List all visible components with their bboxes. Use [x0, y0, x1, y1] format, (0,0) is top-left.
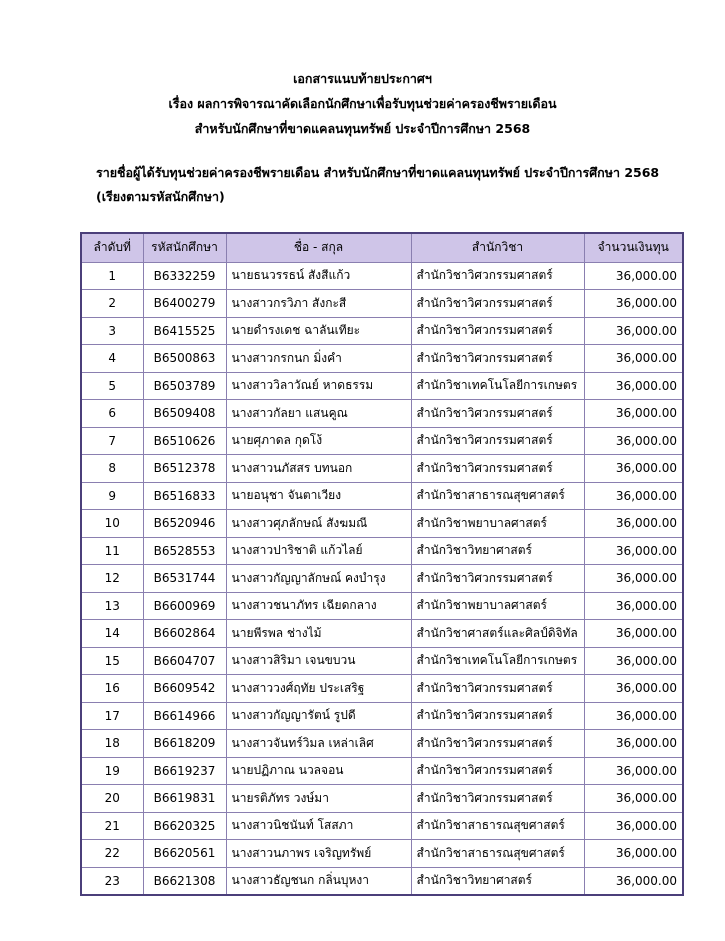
cell-no: 19: [81, 757, 143, 785]
cell-school: สำนักวิชาวิศวกรรมศาสตร์: [411, 702, 584, 730]
cell-name: นายศุภาดล กุดโง้: [226, 427, 411, 455]
cell-no: 5: [81, 372, 143, 400]
cell-no: 18: [81, 730, 143, 758]
cell-school: สำนักวิชาวิศวกรรมศาสตร์: [411, 427, 584, 455]
cell-school: สำนักวิชาวิศวกรรมศาสตร์: [411, 785, 584, 813]
cell-name: นายพีรพล ช่างไม้: [226, 620, 411, 648]
cell-school: สำนักวิชาวิศวกรรมศาสตร์: [411, 675, 584, 703]
table-row: [81, 812, 683, 840]
header-line-1: เอกสารแนบท้ายประกาศฯ: [293, 71, 432, 86]
cell-student-id: B6528553: [143, 537, 226, 565]
table-row: [81, 537, 683, 565]
cell-student-id: B6609542: [143, 675, 226, 703]
cell-amount: 36,000.00: [584, 730, 683, 758]
recipient-table: [80, 232, 684, 896]
cell-name: นางสาวนภัสสร บทนอก: [226, 455, 411, 483]
cell-school: สำนักวิชาสาธารณสุขศาสตร์: [411, 840, 584, 868]
cell-school: สำนักวิชาวิศวกรรมศาสตร์: [411, 730, 584, 758]
cell-name: นางสาวสิริมา เจนขบวน: [226, 647, 411, 675]
table-row: [81, 647, 683, 675]
cell-no: 21: [81, 812, 143, 840]
cell-student-id: B6619237: [143, 757, 226, 785]
table-row: [81, 757, 683, 785]
cell-student-id: B6604707: [143, 647, 226, 675]
cell-name: นางสาวนภาพร เจริญทรัพย์: [226, 840, 411, 868]
cell-school: สำนักวิชาศาสตร์และศิลป์ดิจิทัล: [411, 620, 584, 648]
cell-student-id: B6619831: [143, 785, 226, 813]
cell-student-id: B6516833: [143, 482, 226, 510]
cell-no: 9: [81, 482, 143, 510]
cell-no: 1: [81, 262, 143, 290]
table-row: [81, 785, 683, 813]
cell-name: นางสาวกัญญารัตน์ รูปดี: [226, 702, 411, 730]
cell-amount: 36,000.00: [584, 867, 683, 895]
cell-student-id: B6500863: [143, 345, 226, 373]
cell-name: นายปฏิภาณ นวลจอน: [226, 757, 411, 785]
table-row: [81, 317, 683, 345]
cell-amount: 36,000.00: [584, 565, 683, 593]
table-row: [81, 702, 683, 730]
cell-name: นางสาวกรวิภา สังกะสี: [226, 290, 411, 318]
header-line-2: เรื่อง ผลการพิจารณาคัดเลือกนักศึกษาเพื่อรับทุนช่วยค่าครองชีพรายเดือน: [168, 96, 557, 111]
cell-school: สำนักวิชาวิศวกรรมศาสตร์: [411, 290, 584, 318]
cell-amount: 36,000.00: [584, 757, 683, 785]
cell-name: นางสาวกรกนก มิ่งคำ: [226, 345, 411, 373]
cell-student-id: B6620561: [143, 840, 226, 868]
cell-student-id: B6510626: [143, 427, 226, 455]
cell-student-id: B6512378: [143, 455, 226, 483]
table-row: [81, 510, 683, 538]
cell-no: 6: [81, 400, 143, 428]
table-row: [81, 730, 683, 758]
table-row: [81, 565, 683, 593]
cell-student-id: B6620325: [143, 812, 226, 840]
subheading-line-1: รายชื่อผู้ได้รับทุนช่วยค่าครองชีพรายเดือน สำหรับนักศึกษาที่ขาดแคลนทุนทรัพย์ ประจำปีการศึกษา 2568: [96, 165, 660, 180]
cell-name: นางสาวศุภลักษณ์ สังฆมณี: [226, 510, 411, 538]
table-row: [81, 427, 683, 455]
cell-student-id: B6600969: [143, 592, 226, 620]
cell-no: 22: [81, 840, 143, 868]
cell-school: สำนักวิชาวิศวกรรมศาสตร์: [411, 317, 584, 345]
cell-no: 7: [81, 427, 143, 455]
cell-amount: 36,000.00: [584, 345, 683, 373]
list-subheading: [96, 161, 696, 209]
cell-school: สำนักวิชาเทคโนโลยีการเกษตร: [411, 647, 584, 675]
cell-no: 17: [81, 702, 143, 730]
table-row: [81, 372, 683, 400]
cell-name: นางสาวกัลยา แสนคูณ: [226, 400, 411, 428]
cell-no: 15: [81, 647, 143, 675]
cell-name: นายอนุชา จันตาเวียง: [226, 482, 411, 510]
cell-school: สำนักวิชาวิทยาศาสตร์: [411, 867, 584, 895]
cell-amount: 36,000.00: [584, 510, 683, 538]
cell-amount: 36,000.00: [584, 812, 683, 840]
table-row: [81, 345, 683, 373]
cell-school: สำนักวิชาวิศวกรรมศาสตร์: [411, 455, 584, 483]
cell-school: สำนักวิชาสาธารณสุขศาสตร์: [411, 812, 584, 840]
cell-name: นางสาวปาริชาติ แก้วไลย์: [226, 537, 411, 565]
cell-no: 23: [81, 867, 143, 895]
table-row: [81, 592, 683, 620]
cell-student-id: B6531744: [143, 565, 226, 593]
cell-name: นางสาวนิชนันท์ โสสภา: [226, 812, 411, 840]
table-row: [81, 400, 683, 428]
cell-name: นางสาวจันทร์วิมล เหล่าเลิศ: [226, 730, 411, 758]
cell-student-id: B6614966: [143, 702, 226, 730]
column-header-student-id: รหัสนักศึกษา: [143, 233, 226, 262]
cell-school: สำนักวิชาสาธารณสุขศาสตร์: [411, 482, 584, 510]
cell-school: สำนักวิชาวิทยาศาสตร์: [411, 537, 584, 565]
cell-no: 12: [81, 565, 143, 593]
cell-no: 2: [81, 290, 143, 318]
cell-no: 3: [81, 317, 143, 345]
cell-amount: 36,000.00: [584, 647, 683, 675]
cell-name: นายดำรงเดช ฉาลันเทียะ: [226, 317, 411, 345]
cell-name: นางสาวธัญชนก กลิ่นบุหงา: [226, 867, 411, 895]
subheading-line-2: (เรียงตามรหัสนักศึกษา): [96, 189, 225, 204]
cell-no: 10: [81, 510, 143, 538]
table-row: [81, 620, 683, 648]
cell-amount: 36,000.00: [584, 290, 683, 318]
cell-amount: 36,000.00: [584, 592, 683, 620]
cell-name: นายรติภัทร วงษ์มา: [226, 785, 411, 813]
column-header-name: ชื่อ - สกุล: [226, 233, 411, 262]
cell-name: นางสาวกัญญาลักษณ์ คงบำรุง: [226, 565, 411, 593]
cell-school: สำนักวิชาวิศวกรรมศาสตร์: [411, 345, 584, 373]
cell-student-id: B6520946: [143, 510, 226, 538]
cell-amount: 36,000.00: [584, 372, 683, 400]
table-row: [81, 455, 683, 483]
cell-school: สำนักวิชาวิศวกรรมศาสตร์: [411, 757, 584, 785]
document-header: [0, 66, 725, 141]
cell-amount: 36,000.00: [584, 537, 683, 565]
cell-no: 8: [81, 455, 143, 483]
cell-student-id: B6415525: [143, 317, 226, 345]
cell-amount: 36,000.00: [584, 840, 683, 868]
cell-amount: 36,000.00: [584, 262, 683, 290]
cell-name: นางสาวชนาภัทร เฉียดกลาง: [226, 592, 411, 620]
cell-amount: 36,000.00: [584, 317, 683, 345]
cell-student-id: B6332259: [143, 262, 226, 290]
cell-no: 11: [81, 537, 143, 565]
cell-amount: 36,000.00: [584, 785, 683, 813]
column-header-no: ลำดับที่: [81, 233, 143, 262]
cell-school: สำนักวิชาพยาบาลศาสตร์: [411, 510, 584, 538]
cell-amount: 36,000.00: [584, 427, 683, 455]
cell-amount: 36,000.00: [584, 455, 683, 483]
table-header-row: [81, 233, 683, 262]
cell-no: 4: [81, 345, 143, 373]
cell-no: 16: [81, 675, 143, 703]
cell-school: สำนักวิชาวิศวกรรมศาสตร์: [411, 565, 584, 593]
cell-no: 14: [81, 620, 143, 648]
cell-name: นายธนวรรธน์ สังสีแก้ว: [226, 262, 411, 290]
table-row: [81, 675, 683, 703]
cell-school: สำนักวิชาเทคโนโลยีการเกษตร: [411, 372, 584, 400]
cell-student-id: B6602864: [143, 620, 226, 648]
table-body: [81, 262, 683, 895]
cell-no: 20: [81, 785, 143, 813]
cell-no: 13: [81, 592, 143, 620]
cell-student-id: B6618209: [143, 730, 226, 758]
column-header-school: สำนักวิชา: [411, 233, 584, 262]
cell-student-id: B6509408: [143, 400, 226, 428]
cell-school: สำนักวิชาวิศวกรรมศาสตร์: [411, 262, 584, 290]
table-row: [81, 867, 683, 895]
cell-student-id: B6621308: [143, 867, 226, 895]
table-row: [81, 290, 683, 318]
cell-amount: 36,000.00: [584, 482, 683, 510]
cell-amount: 36,000.00: [584, 400, 683, 428]
cell-school: สำนักวิชาวิศวกรรมศาสตร์: [411, 400, 584, 428]
cell-school: สำนักวิชาพยาบาลศาสตร์: [411, 592, 584, 620]
column-header-amount: จำนวนเงินทุน: [584, 233, 683, 262]
cell-name: นางสาววงศ์ฤทัย ประเสริฐ: [226, 675, 411, 703]
table-row: [81, 482, 683, 510]
cell-student-id: B6503789: [143, 372, 226, 400]
cell-amount: 36,000.00: [584, 675, 683, 703]
cell-student-id: B6400279: [143, 290, 226, 318]
header-line-3: สำหรับนักศึกษาที่ขาดแคลนทุนทรัพย์ ประจำปีการศึกษา 2568: [194, 121, 531, 136]
table-row: [81, 262, 683, 290]
table-row: [81, 840, 683, 868]
cell-name: นางสาววิลาวัณย์ หาดธรรม: [226, 372, 411, 400]
cell-amount: 36,000.00: [584, 620, 683, 648]
cell-amount: 36,000.00: [584, 702, 683, 730]
